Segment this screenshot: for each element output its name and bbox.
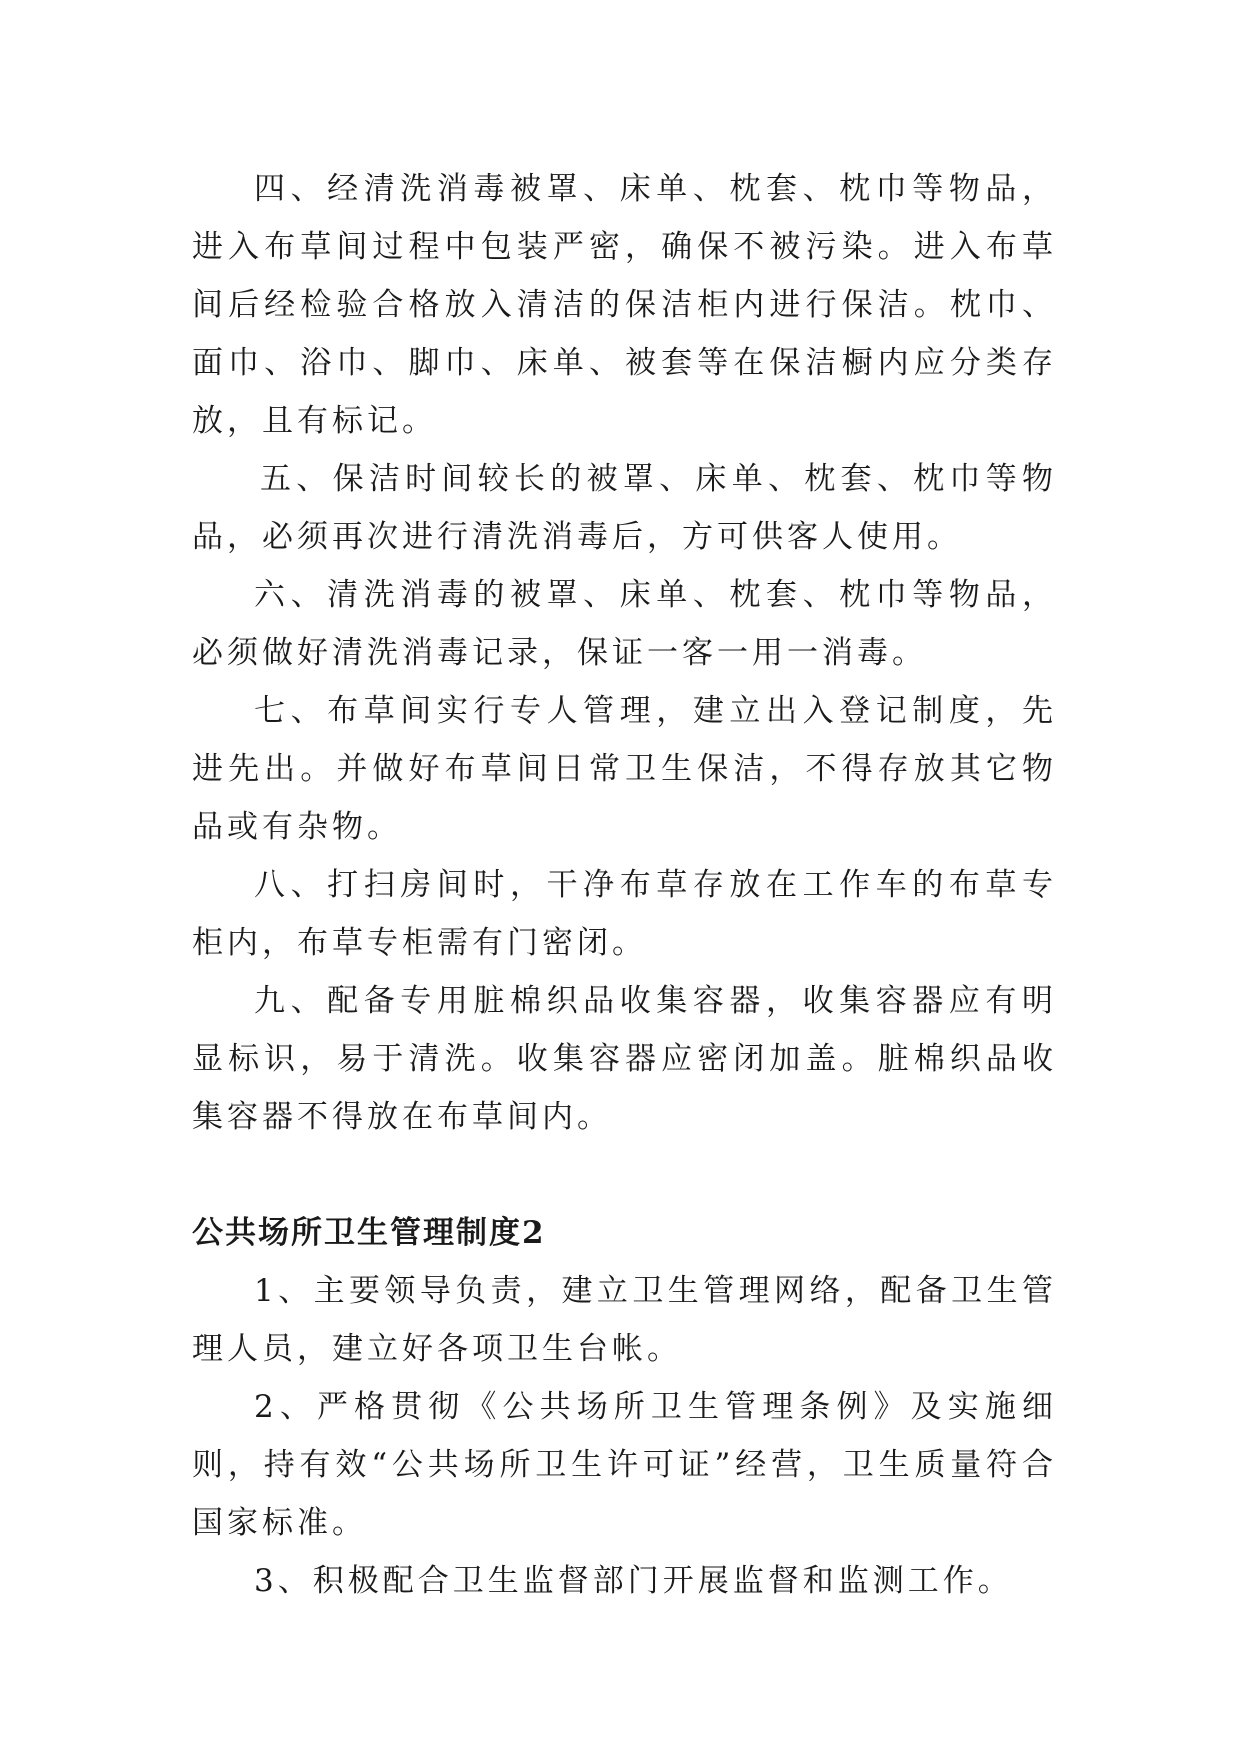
paragraph-item-7: 七、布草间实行专人管理，建立出入登记制度，先进先出。并做好布草间日常卫生保洁，不得存放其它物品或有杂物。 (192, 693, 1057, 845)
paragraph-rule-2: 2、严格贯彻《公共场所卫生管理条例》及实施细则，持有效“公共场所卫生许可证”经营，卫生质量符合国家标准。 (192, 1389, 1057, 1541)
document-body (192, 160, 1057, 1610)
paragraph-rule-1: 1、主要领导负责，建立卫生管理网络，配备卫生管理人员，建立好各项卫生台帐。 (192, 1273, 1057, 1367)
paragraph-item-6: 六、清洗消毒的被罩、床单、枕套、枕巾等物品，必须做好清洗消毒记录，保证一客一用一消毒。 (192, 577, 1057, 671)
paragraph-item-5: 五、保洁时间较长的被罩、床单、枕套、枕巾等物品，必须再次进行清洗消毒后，方可供客人使用。 (192, 461, 1057, 555)
section-title: 公共场所卫生管理制度2 (192, 1215, 546, 1251)
paragraph-item-4: 四、经清洗消毒被罩、床单、枕套、枕巾等物品，进入布草间过程中包装严密，确保不被污染。进入布草间后经检验合格放入清洁的保洁柜内进行保洁。枕巾、面巾、浴巾、脚巾、床单、被套等在保洁橱内应分类存放，且有标记。 (192, 171, 1057, 439)
paragraph-item-8: 八、打扫房间时，干净布草存放在工作车的布草专柜内，布草专柜需有门密闭。 (192, 867, 1057, 961)
paragraph-rule-3: 3、积极配合卫生监督部门开展监督和监测工作。 (254, 1563, 1013, 1599)
paragraph-item-9: 九、配备专用脏棉织品收集容器，收集容器应有明显标识，易于清洗。收集容器应密闭加盖。脏棉织品收集容器不得放在布草间内。 (192, 983, 1057, 1135)
